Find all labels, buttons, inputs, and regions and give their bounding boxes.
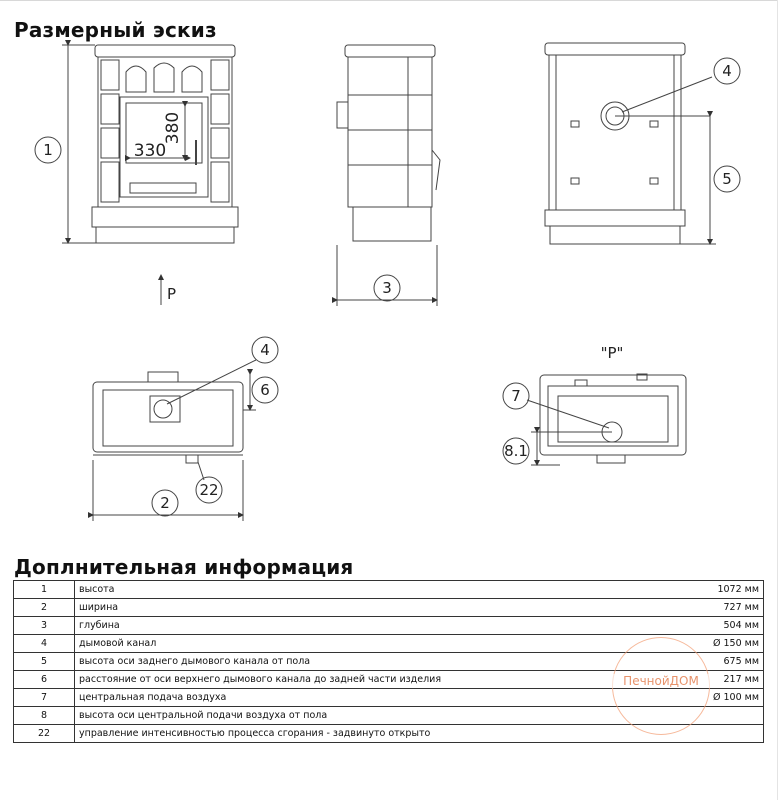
row-description: высота bbox=[75, 581, 666, 599]
row-number: 3 bbox=[14, 617, 75, 635]
row-number: 1 bbox=[14, 581, 75, 599]
row-value: 1072 мм bbox=[665, 581, 764, 599]
back-view bbox=[545, 43, 716, 244]
table-row bbox=[14, 617, 764, 635]
row-value bbox=[665, 725, 764, 743]
front-view bbox=[62, 45, 238, 305]
side-view bbox=[337, 45, 440, 306]
row-value: 504 мм bbox=[665, 617, 764, 635]
table-row bbox=[14, 635, 764, 653]
row-description: центральная подача воздуха bbox=[75, 689, 666, 707]
row-value bbox=[665, 707, 764, 725]
callout-8-1: 8.1 bbox=[504, 442, 528, 460]
dimension-330: 330 bbox=[133, 141, 167, 161]
row-number: 2 bbox=[14, 599, 75, 617]
row-value: 675 мм bbox=[665, 653, 764, 671]
view-arrow-label: P bbox=[167, 285, 177, 303]
callout-7: 7 bbox=[511, 387, 521, 405]
row-value: Ø 100 мм bbox=[665, 689, 764, 707]
callout-22: 22 bbox=[199, 481, 219, 499]
row-description: глубина bbox=[75, 617, 666, 635]
row-description: высота оси центральной подачи воздуха от пола bbox=[75, 707, 666, 725]
table-row bbox=[14, 581, 764, 599]
info-table bbox=[13, 580, 764, 743]
row-number: 7 bbox=[14, 689, 75, 707]
table-row bbox=[14, 707, 764, 725]
row-description: высота оси заднего дымового канала от пола bbox=[75, 653, 666, 671]
bottom-view-p bbox=[527, 374, 686, 465]
watermark-text: ПечнойДОМ bbox=[611, 674, 711, 688]
table-row bbox=[14, 599, 764, 617]
callout-4-back: 4 bbox=[722, 62, 732, 80]
table-row bbox=[14, 653, 764, 671]
table-row bbox=[14, 689, 764, 707]
callout-6: 6 bbox=[260, 381, 270, 399]
callout-2: 2 bbox=[160, 494, 170, 512]
view-p-label: "P" bbox=[600, 344, 624, 362]
row-description: дымовой канал bbox=[75, 635, 666, 653]
row-number: 8 bbox=[14, 707, 75, 725]
row-number: 4 bbox=[14, 635, 75, 653]
row-number: 22 bbox=[14, 725, 75, 743]
row-description: управление интенсивностью процесса сгорания - задвинуто открыто bbox=[75, 725, 666, 743]
row-description: ширина bbox=[75, 599, 666, 617]
callout-5: 5 bbox=[722, 170, 732, 188]
row-value: 727 мм bbox=[665, 599, 764, 617]
table-row bbox=[14, 725, 764, 743]
dimension-380: 380 bbox=[163, 111, 183, 145]
table-row bbox=[14, 671, 764, 689]
row-number: 6 bbox=[14, 671, 75, 689]
callout-4-top: 4 bbox=[260, 341, 270, 359]
row-value: 217 мм bbox=[665, 671, 764, 689]
sketch-heading: Размерный эскиз bbox=[14, 18, 217, 42]
row-value: Ø 150 мм bbox=[665, 635, 764, 653]
row-description: расстояние от оси верхнего дымового канала до задней части изделия bbox=[75, 671, 666, 689]
callout-1: 1 bbox=[43, 141, 53, 159]
row-number: 5 bbox=[14, 653, 75, 671]
top-view bbox=[93, 360, 256, 521]
info-heading: Доплнительная информация bbox=[14, 555, 354, 579]
callout-3: 3 bbox=[382, 279, 392, 297]
